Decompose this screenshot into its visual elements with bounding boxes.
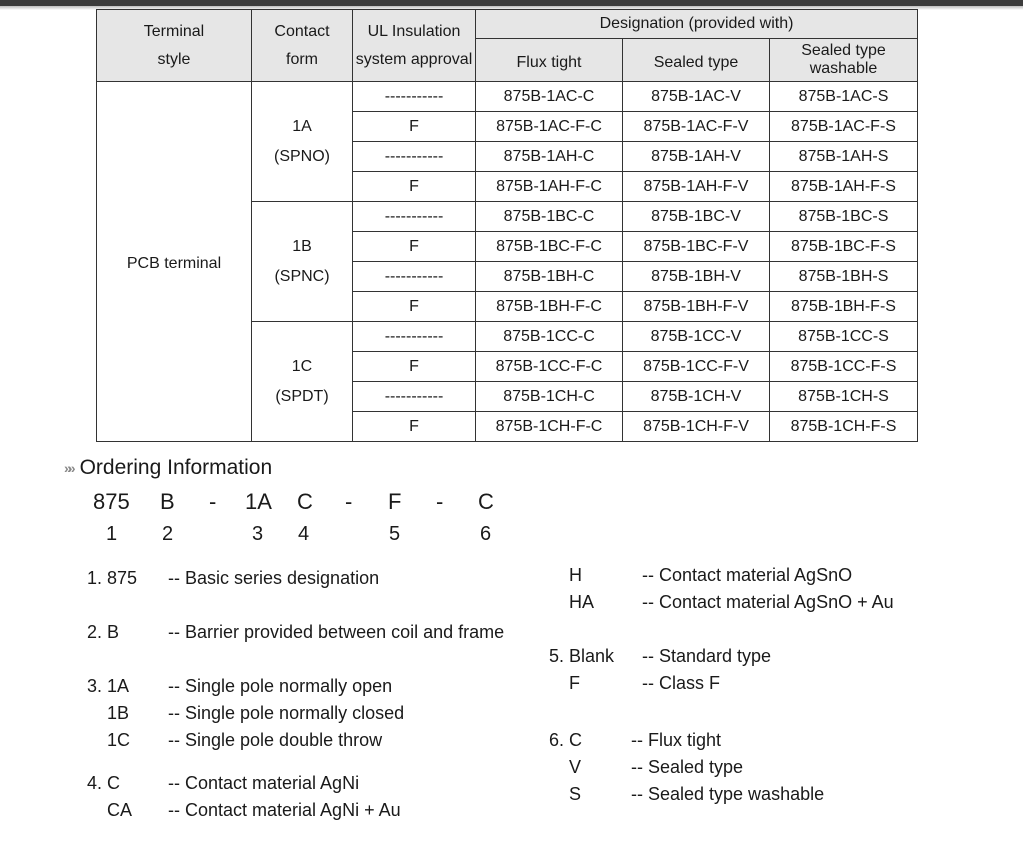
flux-tight-cell: 875B-1BC-C xyxy=(476,202,623,232)
sealed-type-cell: 875B-1AC-F-V xyxy=(623,112,770,142)
code-index-6: 6 xyxy=(480,523,492,545)
code-dash-2: - xyxy=(345,489,353,514)
flux-tight-cell: 875B-1CC-F-C xyxy=(476,352,623,382)
ul-approval-cell: ----------- xyxy=(353,202,476,232)
ordering-title-text: Ordering Information xyxy=(79,456,273,479)
sealed-type-cell: 875B-1AH-V xyxy=(623,142,770,172)
sealed-washable-cell: 875B-1CC-S xyxy=(770,322,918,352)
code-part-1: 875 xyxy=(93,489,130,514)
flux-tight-cell: 875B-1BC-F-C xyxy=(476,232,623,262)
code-part-5: F xyxy=(388,489,402,514)
ul-approval-cell: F xyxy=(353,292,476,322)
flux-tight-cell: 875B-1CH-F-C xyxy=(476,412,623,442)
sealed-type-cell: 875B-1CH-V xyxy=(623,382,770,412)
ul-approval-cell: ----------- xyxy=(353,322,476,352)
item-3b-desc: -- Single pole normally closed xyxy=(168,703,405,723)
item-1-desc: -- Basic series designation xyxy=(168,568,380,588)
item-6c-desc: -- Sealed type washable xyxy=(631,784,825,804)
ul-approval-cell: ----------- xyxy=(353,262,476,292)
item-3b-key: 1B xyxy=(107,703,130,723)
item-3-desc: -- Single pole normally open xyxy=(168,676,393,696)
item-h-desc: -- Contact material AgSnO xyxy=(642,565,853,585)
contact-form-cell: 1B (SPNC) xyxy=(252,202,353,322)
code-part-6: C xyxy=(478,489,494,514)
code-index-2: 2 xyxy=(162,523,174,545)
sealed-washable-cell: 875B-1AC-F-S xyxy=(770,112,918,142)
item-ha-key: HA xyxy=(569,592,595,612)
item-6b-key: V xyxy=(569,757,582,777)
code-index-3: 3 xyxy=(252,523,264,545)
sealed-type-cell: 875B-1CH-F-V xyxy=(623,412,770,442)
sealed-type-cell: 875B-1BC-V xyxy=(623,202,770,232)
flux-tight-cell: 875B-1CC-C xyxy=(476,322,623,352)
ul-approval-cell: ----------- xyxy=(353,142,476,172)
item-2-desc: -- Barrier provided between coil and frame xyxy=(168,622,505,642)
flux-tight-cell: 875B-1BH-F-C xyxy=(476,292,623,322)
contact-form-cell: 1C (SPDT) xyxy=(252,322,353,442)
flux-tight-cell: 875B-1CH-C xyxy=(476,382,623,412)
code-part-4: C xyxy=(297,489,313,514)
item-3c-key: 1C xyxy=(107,730,131,750)
sealed-washable-cell: 875B-1AH-F-S xyxy=(770,172,918,202)
flux-tight-cell: 875B-1AC-F-C xyxy=(476,112,623,142)
item-3c-desc: -- Single pole double throw xyxy=(168,730,383,750)
item-4-desc: -- Contact material AgNi xyxy=(168,773,360,793)
item-5-desc: -- Standard type xyxy=(642,646,772,666)
sealed-type-cell: 875B-1CC-V xyxy=(623,322,770,352)
sealed-washable-cell: 875B-1AC-S xyxy=(770,82,918,112)
sealed-washable-cell: 875B-1BH-S xyxy=(770,262,918,292)
sealed-washable-cell: 875B-1CC-F-S xyxy=(770,352,918,382)
code-part-2: B xyxy=(160,489,175,514)
ul-approval-cell: ----------- xyxy=(353,82,476,112)
ul-approval-cell: ----------- xyxy=(353,382,476,412)
sealed-washable-cell: 875B-1BC-F-S xyxy=(770,232,918,262)
ul-approval-cell: F xyxy=(353,172,476,202)
flux-tight-cell: 875B-1AC-C xyxy=(476,82,623,112)
item-4b-desc: -- Contact material AgNi + Au xyxy=(168,800,401,820)
sealed-type-cell: 875B-1AC-V xyxy=(623,82,770,112)
item-5-key: 5. Blank xyxy=(549,646,615,666)
item-1-key: 1. 875 xyxy=(87,568,138,588)
ul-approval-cell: F xyxy=(353,112,476,142)
header-sealed-type: Sealed type xyxy=(623,39,770,82)
sealed-washable-cell: 875B-1CH-S xyxy=(770,382,918,412)
sealed-washable-cell: 875B-1AH-S xyxy=(770,142,918,172)
code-index-1: 1 xyxy=(106,523,118,545)
ul-approval-cell: F xyxy=(353,412,476,442)
header-designation: Designation (provided with) xyxy=(476,10,918,39)
item-h-key: H xyxy=(569,565,582,585)
ul-approval-cell: F xyxy=(353,232,476,262)
code-index-5: 5 xyxy=(389,523,401,545)
sealed-washable-cell: 875B-1CH-F-S xyxy=(770,412,918,442)
header-contact-form: Contact form xyxy=(252,10,353,82)
flux-tight-cell: 875B-1BH-C xyxy=(476,262,623,292)
header-sealed-washable: Sealed type washable xyxy=(770,39,918,82)
code-dash-3: - xyxy=(436,489,444,514)
item-6c-key: S xyxy=(569,784,582,804)
sealed-washable-cell: 875B-1BH-F-S xyxy=(770,292,918,322)
code-dash-1: - xyxy=(209,489,217,514)
flux-tight-cell: 875B-1AH-F-C xyxy=(476,172,623,202)
item-4-key: 4. C xyxy=(87,773,121,793)
code-part-3: 1A xyxy=(245,489,272,514)
flux-tight-cell: 875B-1AH-C xyxy=(476,142,623,172)
table-row xyxy=(97,82,918,112)
item-ha-desc: -- Contact material AgSnO + Au xyxy=(642,592,894,612)
double-chevron-icon: »» xyxy=(64,460,72,476)
sealed-type-cell: 875B-1BH-V xyxy=(623,262,770,292)
terminal-style-cell: PCB terminal xyxy=(97,82,252,442)
item-5b-key: F xyxy=(569,673,580,693)
ul-approval-cell: F xyxy=(353,352,476,382)
sealed-type-cell: 875B-1BC-F-V xyxy=(623,232,770,262)
sealed-type-cell: 875B-1AH-F-V xyxy=(623,172,770,202)
sealed-type-cell: 875B-1CC-F-V xyxy=(623,352,770,382)
ordering-info-title xyxy=(64,456,272,480)
header-flux-tight: Flux tight xyxy=(476,39,623,82)
header-terminal-style: Terminal style xyxy=(97,10,252,82)
item-2-key: 2. B xyxy=(87,622,120,642)
item-6-desc: -- Flux tight xyxy=(631,730,722,750)
item-5b-desc: -- Class F xyxy=(642,673,720,693)
item-4b-key: CA xyxy=(107,800,133,820)
item-6b-desc: -- Sealed type xyxy=(631,757,744,777)
sealed-type-cell: 875B-1BH-F-V xyxy=(623,292,770,322)
code-index-4: 4 xyxy=(298,523,310,545)
designation-table xyxy=(96,9,918,442)
item-3-key: 3. 1A xyxy=(87,676,130,696)
sealed-washable-cell: 875B-1BC-S xyxy=(770,202,918,232)
header-ul-insulation: UL Insulation system approval xyxy=(353,10,476,82)
contact-form-cell: 1A (SPNO) xyxy=(252,82,353,202)
item-6-key: 6. C xyxy=(549,730,583,750)
